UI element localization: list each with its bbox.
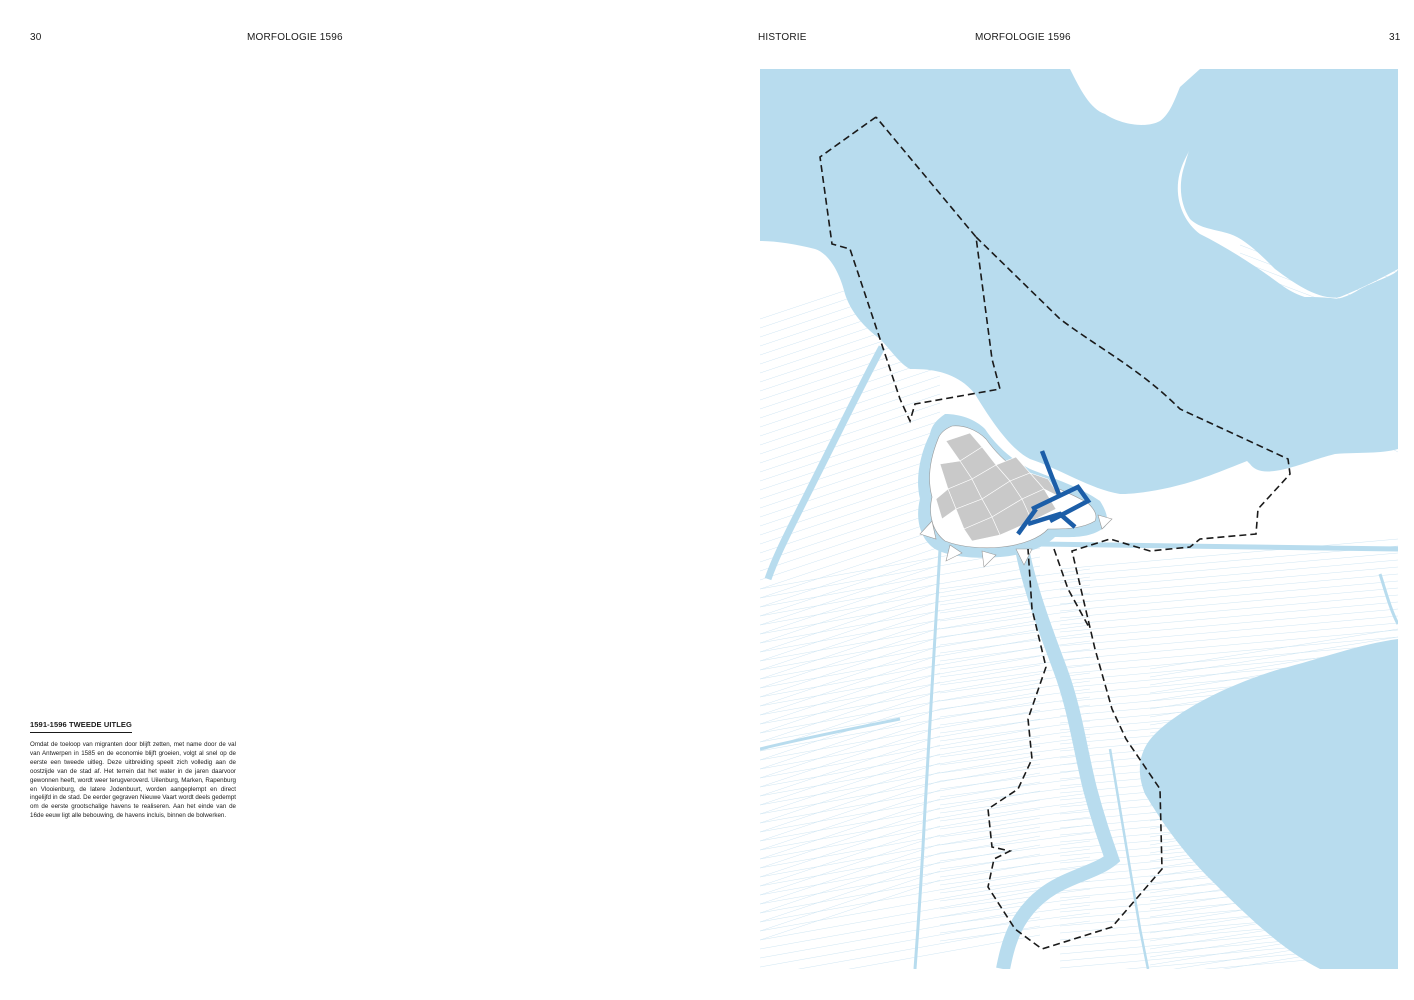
caption-heading: 1591-1596 TWEEDE UITLEG xyxy=(30,720,132,733)
section-title: HISTORIE xyxy=(758,32,807,43)
running-title-right: MORFOLOGIE 1596 xyxy=(975,32,1071,43)
running-title-left: MORFOLOGIE 1596 xyxy=(247,32,343,43)
caption-body: Omdat de toeloop van migranten door blijft zetten, met name door de val van Antwerpen in 1585 en de economie blijft groeien, volgt al snel op de eerste een tweede uitleg. Deze uitbreiding speelt zich volledig aan de oostzijde van de stad af. Het terrein dat het water in de jaren daarvoor gewonnen heeft, wordt weer terugveroverd. Uilenburg, Marken, Rapenburg en Vlooienburg, de latere Jodenbuurt, worden aangeplempt en direct ingelijfd in de stad. De eerder gegraven Nieuwe Vaart wordt deels gedempt om de eerste grootschalige havens te realiseren. Aan het einde van de 16de eeuw ligt alle bebouwing, de havens incluis, binnen de bolwerken. xyxy=(30,741,236,820)
east-lake-upper xyxy=(1230,297,1398,471)
historic-map xyxy=(760,69,1398,969)
map-caption xyxy=(30,714,236,821)
page-number-left: 30 xyxy=(30,32,42,43)
page-number-right: 31 xyxy=(1389,32,1401,43)
